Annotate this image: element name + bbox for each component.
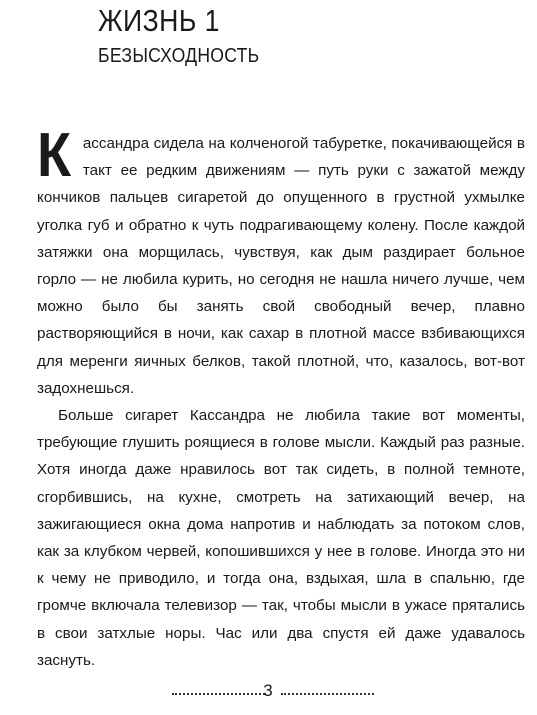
paragraph-1 (37, 121, 525, 402)
paragraph-1-text: ассандра сидела на колченогой табуретке, покачивающейся в такт ее редким движениям — путь руки с зажатой между кончиков пальцев сигаретой до опущенного в грустной ухмылке уголка губ и обратно к чуть подрагивающему колену. После каждой затяжки она морщилась, чувствуя, как дым раздирает больное горло — не любила курить, но сегодня не нашла ничего лучше, чем можно было бы занять свой свободный вечер, плавно растворяющийся в ночи, как сахар в плотной массе взбивающихся для меренги яичных белков, такой плотной, что, казалось, вот-вот задохнешься. (37, 135, 525, 397)
footer-dotted-rule-right (281, 693, 374, 695)
page-footer (0, 680, 537, 704)
page-number: 3 (263, 681, 273, 700)
chapter-subtitle: БЕЗЫСХОДНОСТЬ (98, 45, 260, 67)
footer-dotted-rule-left (172, 693, 265, 695)
chapter-title: ЖИЗНЬ 1 (98, 3, 220, 38)
paragraph-2: Больше сигарет Кассандра не любила такие вот моменты, требующие глушить роящиеся в голове мысли. Каждый раз разные. Хотя иногда даже нравилось вот так сидеть, в полной темноте, сгорбившись, на кухне, смотреть на затихающий вечер, на зажигающиеся окна дома напротив и наблюдать за потоком слов, как за клубком червей, копошившихся у нее в голове. Иногда это ни к чему не приводило, и тогда она, вздыхая, шла в спальню, где громче включала телевизор — так, чтобы мысли в ужасе прятались в свои затхлые норы. Час или два спустя ей даже удавалось заснуть. (37, 407, 525, 669)
chapter-body (37, 121, 525, 674)
drop-cap: К (37, 121, 72, 190)
